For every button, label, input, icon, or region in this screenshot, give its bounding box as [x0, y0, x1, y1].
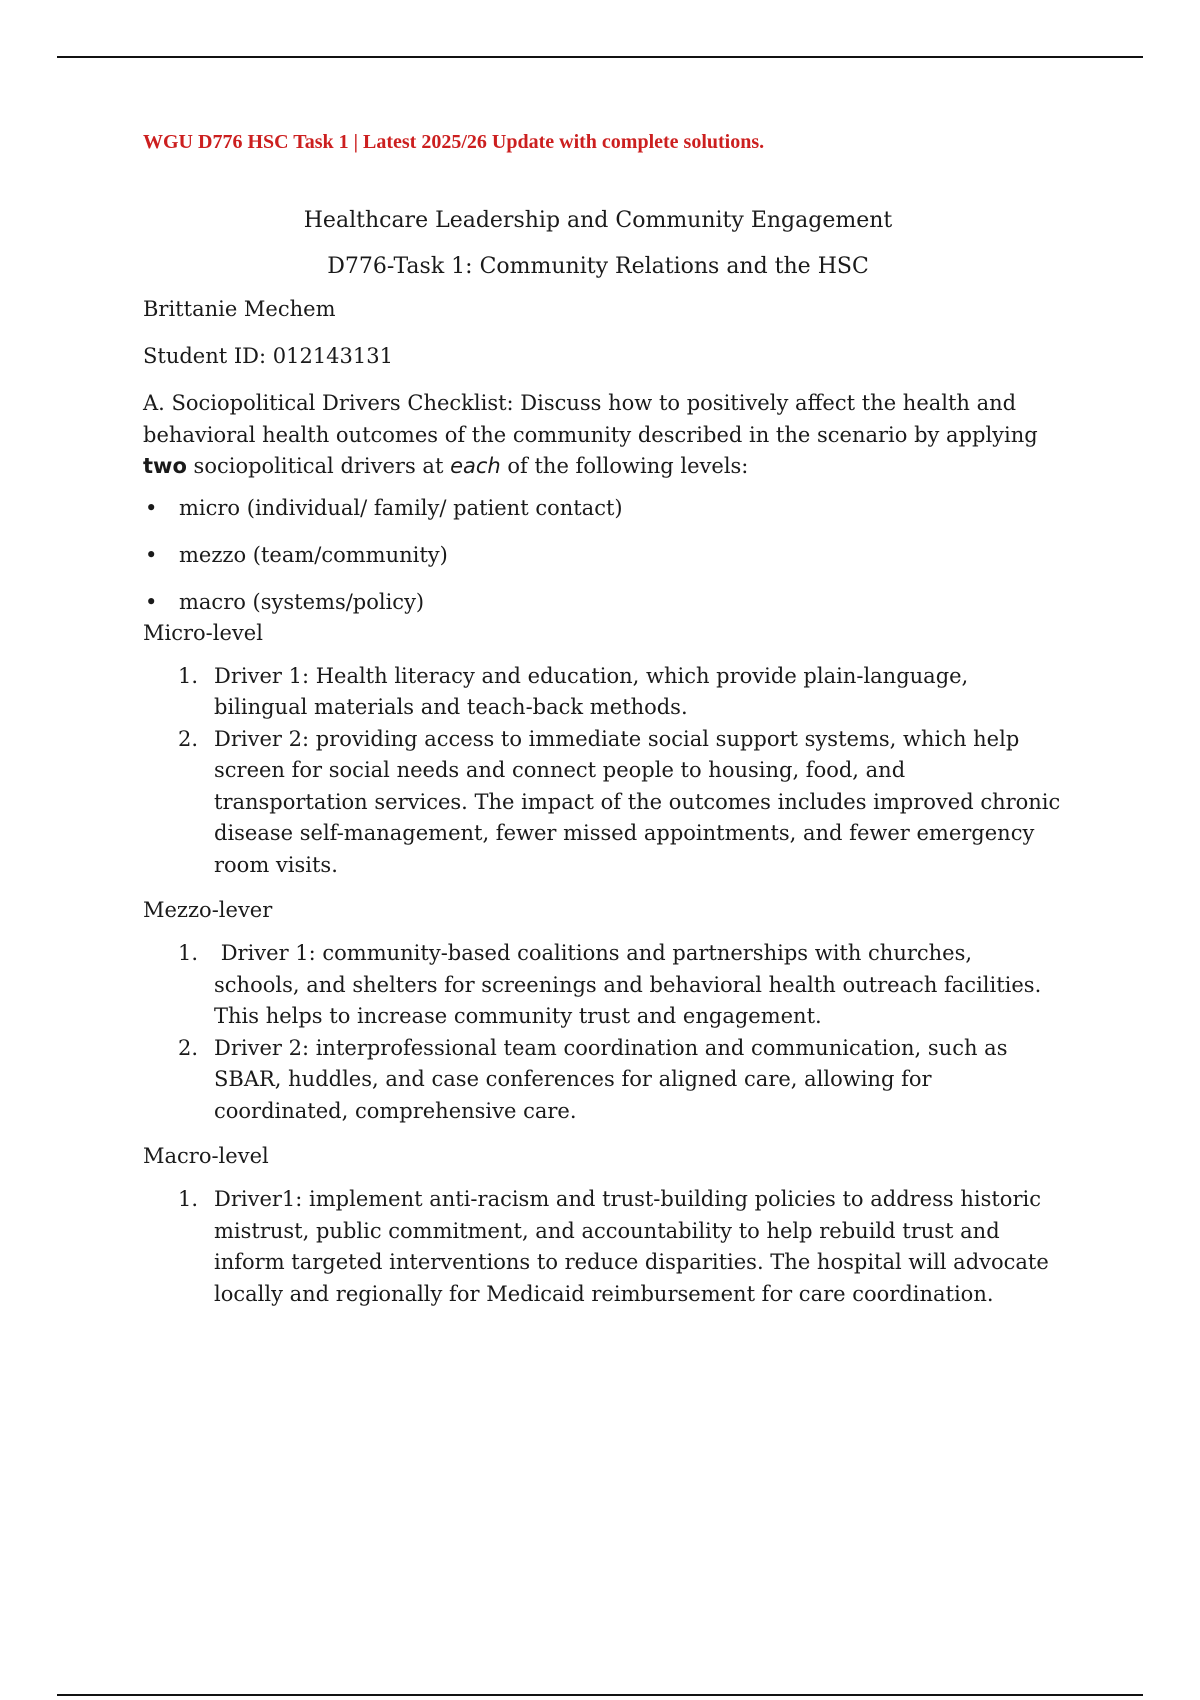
item-number: 1.: [178, 941, 199, 965]
prompt-text-end: of the following levels:: [500, 454, 749, 478]
mezzo-drivers-list: [143, 938, 1063, 1127]
item-number: 1.: [178, 663, 199, 688]
level-mezzo: mezzo (team/community): [179, 542, 448, 567]
bullet-icon: •: [145, 542, 158, 567]
assignment-prompt: [143, 388, 1063, 483]
student-id: Student ID: 012143131: [143, 343, 393, 368]
section-heading-micro: Micro-level: [143, 620, 263, 645]
prompt-emphasis-each: each: [450, 454, 501, 478]
list-item: [143, 540, 1063, 571]
item-text: Driver 1: community-based coalitions and partnerships with churches, schools, and shelters for screenings and behavioral health outreach facilities. This helps to increase community trust and engagement.: [214, 941, 1048, 1028]
bullet-icon: •: [145, 589, 158, 614]
level-macro: macro (systems/policy): [179, 589, 425, 614]
list-item: [143, 724, 1063, 882]
item-number: 1.: [178, 1187, 199, 1211]
document-title: Healthcare Leadership and Community Engagement: [303, 208, 893, 233]
item-text: Driver1: implement anti-racism and trust-building policies to address historic mistrust, public commitment, and accountability to help rebuild trust and inform targeted interventions to reduce disparities. The hospital will advocate locally and regionally for Medicaid reimbursement for care coordination.: [214, 1187, 1049, 1306]
document-header-line: WGU D776 HSC Task 1 | Latest 2025/26 Update with complete solutions.: [143, 131, 765, 153]
item-number: 2.: [178, 726, 199, 751]
levels-list: [143, 493, 1063, 618]
list-item: [143, 1184, 1063, 1310]
section-heading-macro: Macro-level: [143, 1144, 269, 1168]
document-body: [143, 120, 1063, 1310]
level-micro: micro (individual/ family/ patient contact): [179, 495, 623, 520]
item-text: Driver 2: providing access to immediate social support systems, which help screen for social needs and connect people to housing, food, and transportation services. The impact of the outcomes includes improved chronic disease self-management, fewer missed appointments, and fewer emergency room visits.: [214, 726, 1061, 877]
item-number: 2.: [178, 1035, 199, 1060]
top-rule: [57, 56, 1143, 58]
bottom-rule: [57, 1694, 1143, 1696]
prompt-text-middle: sociopolitical drivers at: [186, 454, 451, 478]
list-item: [143, 493, 1063, 524]
list-item: [143, 938, 1063, 1033]
list-item: [143, 1033, 1063, 1128]
section-heading-mezzo: Mezzo-lever: [143, 898, 273, 922]
micro-drivers-list: [143, 661, 1063, 882]
prompt-text-start: A. Sociopolitical Drivers Checklist: Discuss how to positively affect the health and behavioral health outcomes of the community described in the scenario by applying: [143, 391, 1038, 447]
author-name: Brittanie Mechem: [143, 297, 336, 321]
bullet-icon: •: [145, 495, 158, 520]
item-text: Driver 2: interprofessional team coordination and communication, such as SBAR, huddles, and case conferences for aligned care, allowing for coordinated, comprehensive care.: [214, 1035, 1008, 1123]
item-text: Driver 1: Health literacy and education, which provide plain-language, bilingual materials and teach-back methods.: [214, 663, 969, 719]
document-subtitle: D776-Task 1: Community Relations and the HSC: [327, 254, 869, 279]
prompt-emphasis-two: two: [143, 454, 187, 478]
macro-drivers-list: [143, 1184, 1063, 1310]
list-item: [143, 587, 1063, 618]
list-item: [143, 661, 1063, 724]
